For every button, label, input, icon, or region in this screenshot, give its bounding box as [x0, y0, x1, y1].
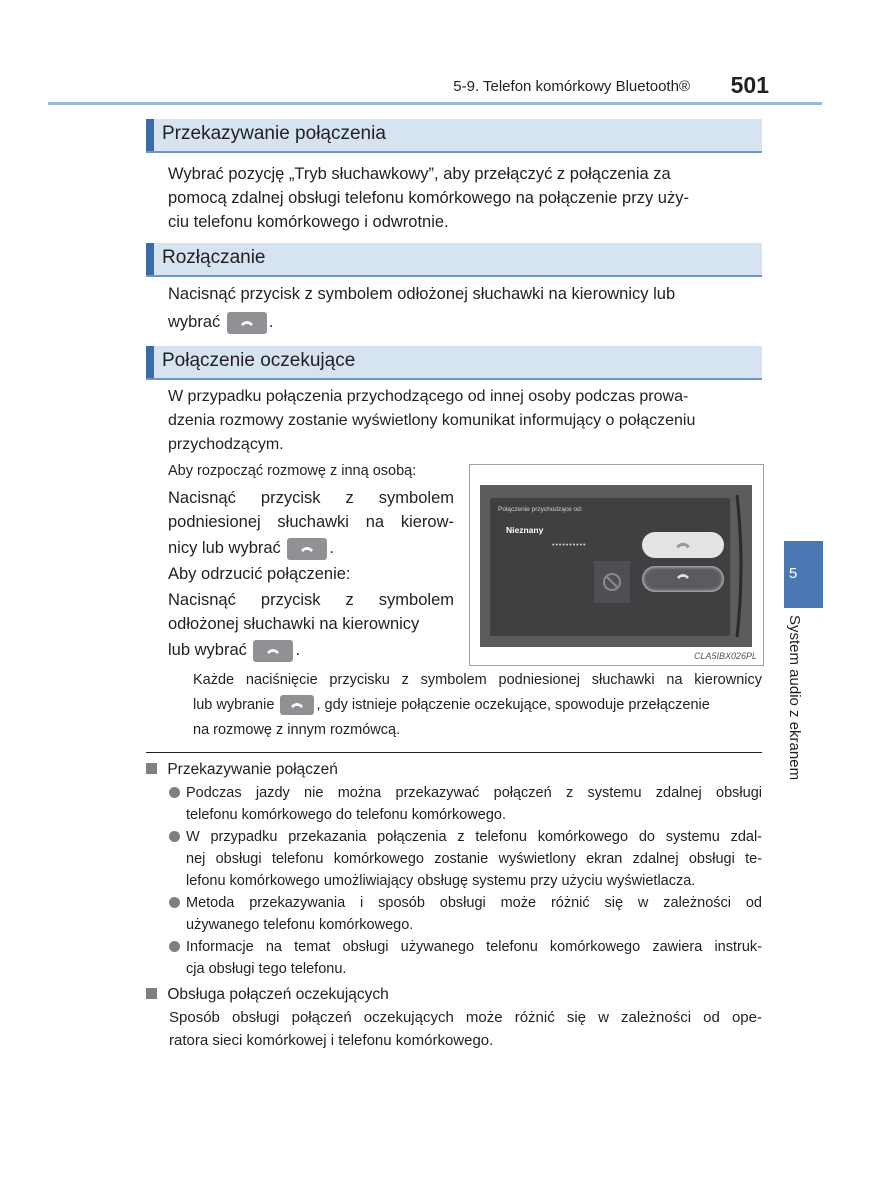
chapter-title: System audio z ekranem [786, 615, 803, 781]
reject-instructions [168, 588, 454, 662]
body-line: lub wybrać . [168, 638, 454, 662]
transfer-notes-list [169, 782, 762, 980]
incoming-call-screen-illustration [469, 464, 764, 666]
note-line: lub wybranie , gdy istnieje połączenie oczekujące, spowoduje przełączenie [193, 693, 762, 718]
section-title: Przekazywanie połączenia [162, 123, 386, 144]
display-screen [490, 498, 730, 636]
section-title: Połączenie oczekujące [162, 350, 356, 371]
note-line: Sposób obsługi połączeń oczekujących może różnić się w zależności od ope- [169, 1009, 762, 1026]
phone-icon [290, 700, 304, 710]
section-body-waiting [168, 385, 762, 457]
screen-edge-curve [735, 485, 747, 647]
no-entry-icon [601, 571, 623, 593]
body-line: Nacisnąć przycisk z symbolem odłożonej słuchawki na kierownicy lub [168, 285, 676, 303]
section-accent-bar [146, 346, 154, 378]
note-heading-waiting: Obsługa połączeń oczekujących [146, 984, 389, 1006]
hang-up-icon [676, 571, 690, 581]
section-accent-bar [146, 119, 154, 151]
note-heading-transfers: Przekazywanie połączeń [146, 759, 338, 781]
body-line: Wybrać pozycję „Tryb słuchawkowy”, aby przełączyć z połączenia za [168, 165, 671, 183]
bullet-icon [169, 831, 180, 842]
incoming-call-label: Połączenie przychodzące od: [498, 506, 583, 513]
body-line: wybrać . [168, 310, 762, 334]
section-body-disconnect [168, 282, 762, 334]
page-number: 501 [730, 72, 769, 98]
waiting-note-body [169, 1006, 762, 1052]
answer-button[interactable] [287, 538, 327, 560]
square-bullet-icon [146, 988, 157, 999]
waiting-call-note [193, 668, 762, 743]
caller-name: Nieznany [506, 525, 544, 535]
body-line: ciu telefonu komórkowego i odwrotnie. [168, 213, 449, 231]
body-line: nicy lub wybrać . [168, 536, 454, 560]
bullet-icon [169, 897, 180, 908]
body-line: W przypadku połączenia przychodzącego od innej osoby podczas prowa- [168, 388, 689, 405]
reject-button[interactable] [253, 640, 293, 662]
section-heading-transfer [146, 119, 762, 153]
list-item: Metoda przekazywania i sposób obsługi może różnić się w zależności od używanego telefonu komórkowego. [169, 892, 762, 936]
answer-call-button[interactable] [642, 532, 724, 558]
answer-instructions [168, 486, 454, 560]
body-line: przychodzącym. [168, 436, 284, 453]
reject-heading: Aby odrzucić połączenie: [168, 565, 351, 583]
hang-up-button[interactable] [227, 312, 267, 334]
body-line: odłożonej słuchawki na kierownicy [168, 615, 420, 633]
answer-heading: Aby rozpocząć rozmowę z inną osobą: [168, 463, 417, 479]
hang-up-icon [240, 318, 254, 328]
bullet-icon [169, 787, 180, 798]
display-bezel [480, 485, 752, 647]
section-heading-waiting [146, 346, 762, 380]
notes-divider [146, 752, 762, 753]
square-bullet-icon [146, 763, 157, 774]
body-line: podniesionej słuchawki na kierow- [168, 513, 454, 531]
decline-tile[interactable] [594, 561, 630, 603]
section-body-transfer [168, 162, 762, 234]
list-item: Informacje na temat obsługi używanego telefonu komórkowego zawiera instruk- cja obsługi tego telefonu. [169, 936, 762, 980]
list-item: W przypadku przekazania połączenia z telefonu komórkowego do systemu zdal- nej obsługi telefonu komórkowego zostanie wyświetlony ekran zdalnej obsługi te- lefonu komórkowego umożliwiający obsługę systemu przy użyciu wyświetlacza. [169, 826, 762, 892]
body-line: Nacisnąć przycisk z symbolem [168, 489, 454, 507]
running-header-title: 5-9. Telefon komórkowy Bluetooth® [453, 78, 690, 95]
section-accent-bar [146, 243, 154, 275]
section-title: Rozłączanie [162, 247, 266, 268]
hang-up-icon [266, 646, 280, 656]
note-line: ratora sieci komórkowej i telefonu komórkowego. [169, 1032, 494, 1049]
end-call-button[interactable] [642, 566, 724, 592]
body-line: dzenia rozmowy zostanie wyświetlony komunikat informujący o połączeniu [168, 412, 696, 429]
section-heading-disconnect [146, 243, 762, 277]
list-item: Podczas jazdy nie można przekazywać połączeń z systemu zdalnej obsługi telefonu komórkowego do telefonu komórkowego. [169, 782, 762, 826]
image-code: CLA5IBX026PL [693, 651, 757, 661]
note-line: Każde naciśnięcie przycisku z symbolem podniesionej słuchawki na kierownicy [193, 672, 762, 688]
caller-number: •••••••••• [552, 542, 587, 549]
note-line: na rozmowę z innym rozmówcą. [193, 722, 401, 738]
answer-phone-icon [675, 539, 691, 551]
answer-button[interactable] [280, 695, 314, 715]
bullet-icon [169, 941, 180, 952]
header-divider [48, 102, 822, 105]
body-line: pomocą zdalnej obsługi telefonu komórkowego na połączenie przy uży- [168, 189, 689, 207]
chapter-number: 5 [788, 565, 798, 582]
phone-icon [300, 544, 314, 554]
body-line: Nacisnąć przycisk z symbolem [168, 591, 454, 609]
